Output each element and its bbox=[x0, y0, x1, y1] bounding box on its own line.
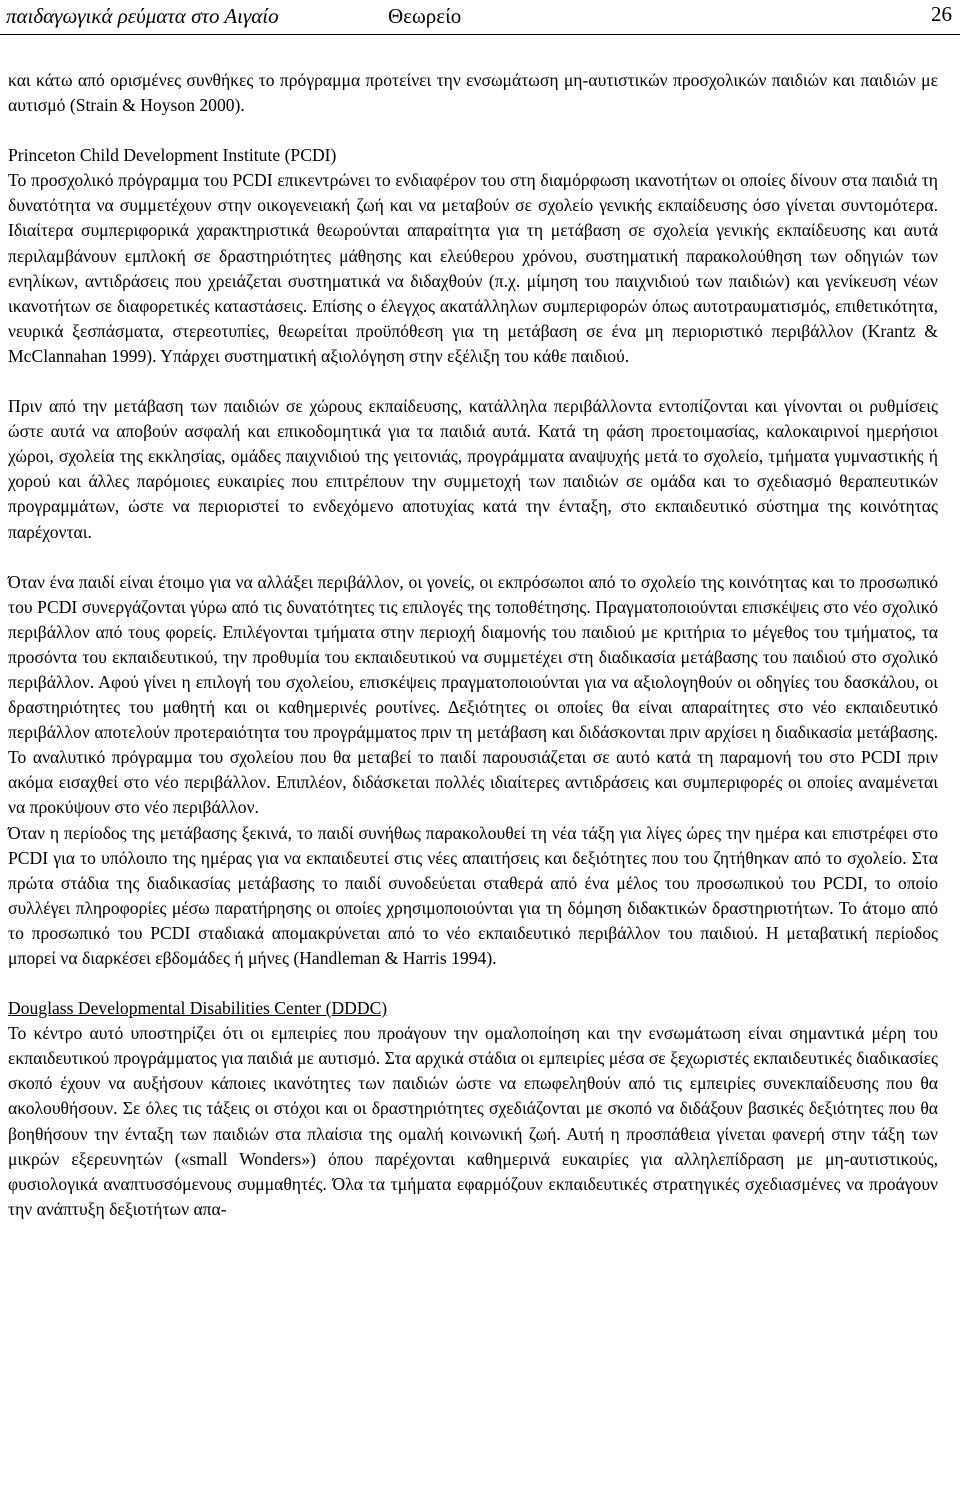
dddc-paragraph-1: Το κέντρο αυτό υποστηρίζει ότι οι εμπειρίες που προάγουν την ομαλοποίηση και την ενσωμάτωση είναι σημαντικά μέρη του εκπαιδευτικού προγράμματος για παιδιά με αυτισμό. Στα αρχικά στάδια οι εμπειρίες μέσα σε ξεχωριστές εκπαιδευτικές διαδικασίες σκοπό έχουν να αυξήσουν κάποιες ικανότητες των παιδιών ώστε να επωφεληθούν από τις εμπειρίες συνεκπαίδευσης που θα ακολουθήσουν. Σε όλες τις τάξεις οι στόχοι και οι δραστηριότητες σχεδιάζονται με σκοπό να διδάξουν βασικές δεξιότητες που θα βοηθήσουν την ένταξη των παιδιών στα πλαίσια της ομαλή κοινωνική ζωή. Αυτή η προσπάθεια γίνεται φανερή στην τάξη των μικρών εξερευνητών («small Wonders») όπου παρέχονται καθημερινά ευκαιρίες για αλληλεπίδραση με μη-αυτιστικούς, φυσιολογικά αναπτυσσόμενους συμμαθητές. Όλα τα τμήματα εφαρμόζουν εκπαιδευτικές στρατηγικές σχεδιασμένες να προάγουν την ανάπτυξη δεξιοτήτων απα- bbox=[8, 1023, 938, 1219]
pcdi-paragraph-4: Όταν η περίοδος της μετάβασης ξεκινά, το παιδί συνήθως παρακολουθεί τη νέα τάξη για λίγες ώρες την ημέρα και επιστρέφει στο PCDI για το υπόλοιπο της ημέρας για να εκπαιδευτεί στις νέες απαιτήσεις και δεξιότητες που του ζητήθηκαν από το σχολείο. Στα πρώτα στάδια της διαδικασίας μετάβασης το παιδί συνοδεύεται σταθερά από ένα μέλος του προσωπικού του PCDI, το οποίο συλλέγει πληροφορίες μέσω παρατήρησης οι οποίες χρησιμοποιούνται για τη δόμηση διδακτικών δραστηριοτήτων. Το άτομο από το προσωπικό του PCDI σταδιακά απομακρύνεται από το νέο εκπαιδευτικό περιβάλλον του παιδιού. Η μεταβατική περίοδος μπορεί να διαρκέσει εβδομάδες ή μήνες (Handleman & Harris 1994). bbox=[8, 822, 938, 968]
pcdi-paragraph-1: Το προσχολικό πρόγραμμα του PCDI επικεντρώνει το ενδιαφέρον του στη διαμόρφωση ικανοτήτων οι οποίες δίνουν στα παιδιά τη δυνατότητα να συμμετέχουν στην οικογενειακή ζωή και να μεταβούν σε σχολείο γενικής εκπαίδευσης όσο γίνεται συντομότερα. Ιδιαίτερα συμπεριφορικά χαρακτηριστικά θεωρούνται απαραίτητα για τη μετάβαση σε σχολεία γενικής εκπαίδευσης και αυτά περιλαμβάνουν εμπλοκή σε δραστηριότητες μάθησης και ελεύθερου χρόνου, συστηματική παρακολούθηση των οδηγιών των ενηλίκων, αντιδράσεις που χρειάζεται συστηματικά να διδαχθούν (π.χ. μίμηση του παιχνιδιού των παιδιών) και γενίκευση νέων ικανοτήτων σε διαφορετικές καταστάσεις. Επίσης ο έλεγχος ακατάλληλων συμπεριφορών όπως αυτοτραυματισμός, επιθετικότητα, νευρικά ξεσπάσματα, στερεοτυπίες, θεωρείται προϋπόθεση για τη μετάβαση σε ένα μη περιοριστικό περιβάλλον (Krantz & McClannahan 1999). Υπάρχει συστηματική αξιολόγηση στην εξέλιξη του κάθε παιδιού. bbox=[8, 170, 938, 366]
pcdi-heading: Princeton Child Development Institute (PCDI) bbox=[8, 145, 337, 166]
page-number: 26 bbox=[931, 2, 952, 26]
pcdi-paragraph-2: Πριν από την μετάβαση των παιδιών σε χώρους εκπαίδευσης, κατάλληλα περιβάλλοντα εντοπίζονται και γίνονται οι ρυθμίσεις ώστε αυτά να αποβούν ασφαλή και επικοδομητικά για τα παιδιά αυτά. Κατά τη φάση προετοιμασίας, καλοκαιρινοί ημερήσιοι χώροι, σχολεία της εκκλησίας, ομάδες παιχνιδιού της γειτονιάς, προγράμματα αναψυχής μετά το σχολείο, τμήματα γυμναστικής ή χορού και άλλες παρόμοιες ευκαιρίες που επιτρέπουν την συμμετοχή των παιδιών σε ομάδα και το σχεδιασμό θεραπευτικών προγραμμάτων, ώστε να περιοριστεί το ενδεχόμενο αποτυχίας κατά την ένταξη, στο εκπαιδευτικό σύστημα της κοινότητας παρέχονται. bbox=[8, 396, 938, 542]
article-body bbox=[8, 68, 938, 1222]
dddc-heading: Douglass Developmental Disabilities Center (DDDC) bbox=[8, 998, 388, 1019]
pcdi-paragraph-3: Όταν ένα παιδί είναι έτοιμο για να αλλάξει περιβάλλον, οι γονείς, οι εκπρόσωποι από το σχολείο της κοινότητας και το προσωπικό του PCDI συνεργάζονται γύρω από τις δυνατότητες τις επιλογές της τοποθέτησης. Πραγματοποιούνται επισκέψεις στο νέο σχολικό περιβάλλον από τους φορείς. Επιλέγονται τμήματα στην περιοχή διαμονής του παιδιού με κριτήρια το μέγεθος του τμήματος, τα προσόντα του εκπαιδευτικού, την προθυμία του εκπαιδευτικού να συμμετέχει στη διαδικασία μετάβασης του παιδιού στο σχολικό περιβάλλον. Αφού γίνει η επιλογή του σχολείου, επισκέψεις πραγματοποιούνται για να αξιολογηθούν οι οδηγίες του δασκάλου, οι δραστηριότητες του μαθητή και οι καθημερινές ρουτίνες. Δεξιότητες οι οποίες θα είναι απαραίτητες στο νέο εκπαιδευτικό περιβάλλον αποτελούν προτεραιότητα του προγράμματος πριν τη μετάβαση και διδάσκονται πριν αρχίσει η διαδικασία μετάβασης. Το αναλυτικό πρόγραμμα του σχολείου που θα μεταβεί το παιδί παρουσιάζεται σε αυτό κατά τη παραμονή του στο PCDI πριν ακόμα εισαχθεί στο νέο περιβάλλον. Επιπλέον, διδάσκεται πολλές ιδιαίτερες αντιδράσεις και συμπεριφορές οι οποίες αναμένεται να προκύψουν στο νέο περιβάλλον. bbox=[8, 571, 938, 818]
intro-paragraph: και κάτω από ορισμένες συνθήκες το πρόγραμμα προτείνει την ενσωμάτωση μη-αυτιστικών προσχολικών παιδιών και παιδιών με αυτισμό (Strain & Hoyson 2000). bbox=[8, 70, 938, 116]
journal-title: παιδαγωγικά ρεύματα στο Αιγαίο bbox=[6, 4, 279, 28]
page-header bbox=[0, 0, 960, 35]
section-title: Θεωρείο bbox=[388, 4, 462, 28]
